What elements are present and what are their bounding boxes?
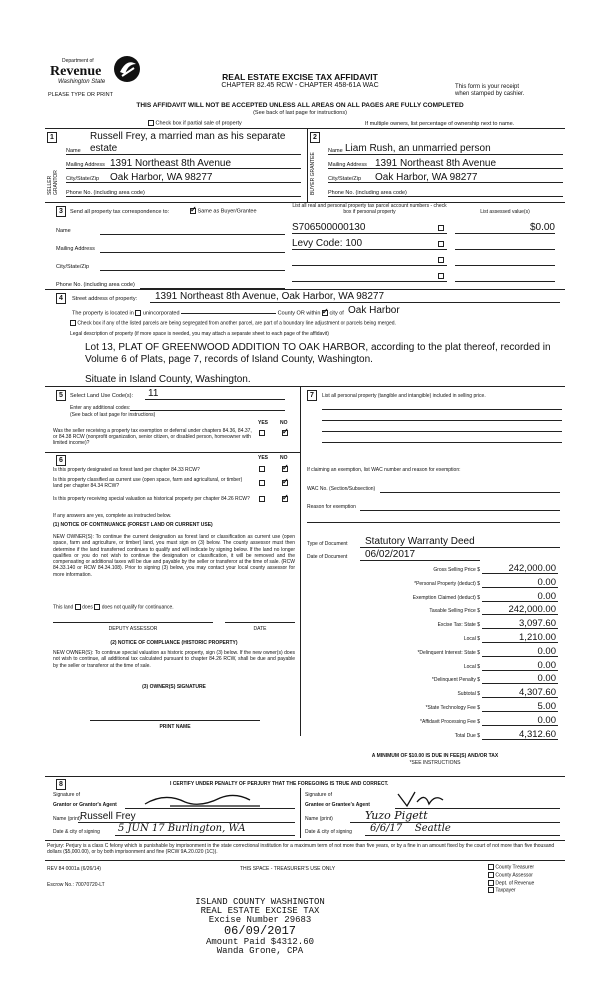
seller-name-line2: estate: [90, 143, 118, 154]
does-checkbox[interactable]: [75, 604, 81, 610]
section-8-number: 8: [56, 779, 66, 790]
seller-address-label: Mailing Address: [66, 162, 105, 168]
tax-row-value[interactable]: 3,097.60: [519, 618, 556, 630]
seller-city-label: City/State/Zip: [66, 176, 100, 182]
seller-name-label: Name: [66, 148, 81, 154]
unincorporated-checkbox[interactable]: [135, 310, 141, 316]
does-not-label: does not qualify for continuance.: [101, 604, 174, 611]
buyer-print-name[interactable]: Yuzo Pigett: [365, 809, 428, 822]
tax-row-value[interactable]: 0.00: [537, 673, 556, 685]
wac-label: WAC No. (Section/Subsection): [307, 486, 376, 492]
parcel-3-checkbox[interactable]: [438, 257, 444, 264]
stamp-county: ISLAND COUNTY WASHINGTON: [195, 897, 325, 907]
city-of-label: city of: [329, 310, 344, 317]
s6-question-1: Is this property designated as forest land per chapter 84.33 RCW?: [53, 467, 200, 473]
does-not-checkbox[interactable]: [94, 604, 100, 610]
s6-question-2: Is this property classified as current use (open space, farm and agricultural, or timber) land per chapter 84.34 RCW?: [53, 477, 243, 489]
seller-side-label: SELLER GRANTOR: [47, 170, 59, 195]
tax-row-value[interactable]: 4,307.60: [519, 687, 556, 699]
dept-name: Revenue: [50, 64, 102, 79]
buyer-name-label: Name: [328, 148, 343, 154]
copy-label: County Assessor: [495, 872, 533, 879]
tax-row-label: Local $: [463, 663, 480, 670]
seller-date-city-label: Date & city of signing: [53, 829, 100, 835]
tax-row-label: Taxable Selling Price $: [429, 608, 480, 615]
tax-row-label: *State Technology Fee $: [425, 705, 480, 711]
qualify-line: [53, 604, 174, 610]
tax-row-value[interactable]: 1,210.00: [519, 632, 556, 643]
tax-row-value[interactable]: 0.00: [537, 590, 556, 602]
s6-q3-no[interactable]: [282, 496, 288, 503]
reason-label: Reason for exemption: [307, 504, 356, 510]
corr-phone-label: Phone No. (including area code): [56, 282, 135, 288]
s6-yes-header: YES: [258, 455, 269, 461]
partial-sale-checkbox[interactable]: [148, 120, 154, 126]
property-city[interactable]: Oak Harbor: [348, 305, 400, 316]
exemption-label: If claiming an exemption, list WAC number and reason for exemption:: [307, 467, 461, 473]
s6-question-3: Is this property receiving special valuation as historical property per chapter 84.26 RCW?: [53, 496, 250, 502]
partial-sale-check[interactable]: [148, 120, 242, 126]
perjury-notice: Perjury: Perjury is a class C felony which is punishable by imprisonment in the state correctional institution for a maximum term of not more than five years, or by a fine in an amount fixed by the court of not more than five thousand dollars ($5,000.00), or by both imprisonment and fine (RCW 9A.20.020 (1C)).: [47, 843, 555, 856]
corr-name-label: Name: [56, 228, 71, 234]
dor-logo: [48, 54, 148, 94]
tax-row-value[interactable]: 4,312.60: [519, 728, 556, 740]
corr-city-label: City/State/Zip: [56, 264, 90, 270]
s6-q3-yes[interactable]: [259, 496, 265, 503]
buyer-sig-label: Signature of: [305, 792, 332, 798]
tax-row-label: Total Due $: [454, 732, 480, 739]
buyer-name[interactable]: Liam Rush, an unmarried person: [345, 143, 491, 154]
s6-if-yes: If any answers are yes, complete as instructed below.: [53, 513, 172, 519]
stamp-excise-number: Excise Number 29683: [208, 915, 312, 925]
buyer-city[interactable]: Oak Harbor, WA 98277: [375, 172, 478, 183]
assessed-header: List assessed value(s): [480, 209, 530, 215]
s6-q2-yes[interactable]: [259, 480, 265, 487]
see-instructions-note: *SEE INSTRUCTIONS: [409, 760, 461, 766]
assessed-value-1[interactable]: $0.00: [529, 222, 555, 233]
parcel-number-1[interactable]: S706500000130: [292, 222, 366, 233]
legal-label: Legal description of property (if more space is needed, you may attach a separate sheet to each page of the affidavit): [70, 331, 329, 337]
see-back-note: (See back of last page for instructions): [253, 110, 347, 116]
s5-yes-header: YES: [258, 420, 269, 426]
seller-name-print-label: Name (print): [53, 816, 81, 822]
county-or-within-label: County OR within: [277, 310, 321, 317]
stamp-amount: Amount Paid $4312.60: [205, 937, 315, 947]
legal-description-3: Situate in Island County, Washington.: [85, 374, 251, 385]
stamp-treasurer: Wanda Grone, CPA: [216, 946, 304, 956]
tax-row-value[interactable]: 242,000.00: [508, 563, 556, 574]
tax-row-value[interactable]: 0.00: [537, 645, 556, 657]
seller-city[interactable]: Oak Harbor, WA 98277: [110, 172, 213, 183]
seller-name-line1: Russell Frey, a married man as his separate: [90, 131, 286, 142]
notice-continuance-text: NEW OWNER(S): To continue the current designation as forest land or classification as current use (open space, farm and agriculture, or timber) land, you must sign on (3) below. The county assessor must then determine if the land transferred continues to qualify and will indicate by signing below. If the land no longer qualifies or you do not wish to continue the designation or classification, it will be removed and the compensating or additional taxes will be due and payable by the seller or transferor at the time of sale. (RCW 84.33.140 or RCW 84.34.108). Prior to signing (3) below, you may contact your local county assessor for more information.: [53, 534, 295, 578]
minimum-fee-note: A MINIMUM OF $10.00 IS DUE IN FEE(S) AND/OR TAX: [371, 753, 499, 759]
doc-date-label: Date of Document: [307, 554, 348, 560]
section-3-number: 3: [56, 206, 66, 217]
tax-row-value[interactable]: 5.00: [537, 701, 556, 712]
doc-type-label: Type of Document: [307, 541, 348, 547]
section-6-number: 6: [56, 455, 66, 466]
grantee-agent-label: Grantee or Grantee's Agent: [305, 802, 370, 808]
s5-no-header: NO: [280, 420, 288, 426]
parcel-4-checkbox[interactable]: [438, 273, 444, 280]
land-use-label: Select Land Use Code(s):: [70, 393, 133, 399]
tax-row-label: *Affidavit Processing Fee $: [420, 718, 480, 725]
copy-option[interactable]: [488, 864, 534, 870]
escrow-number: Escrow No.: 70070720-LT: [47, 882, 105, 888]
buyer-address[interactable]: 1391 Northeast 8th Avenue: [375, 158, 497, 169]
owner-signature-title: (3) OWNER(S) SIGNATURE: [142, 684, 206, 690]
parcel-2-checkbox[interactable]: [438, 241, 444, 248]
land-use-code[interactable]: 11: [148, 388, 159, 399]
multiple-owners-note: If multiple owners, list percentage of ownership next to name.: [365, 121, 515, 127]
send-correspondence-label: Send all property tax correspondence to:: [70, 209, 170, 215]
section-7-number: 7: [307, 390, 317, 401]
s5-q1-no[interactable]: [282, 430, 288, 437]
property-street[interactable]: 1391 Northeast 8th Avenue, Oak Harbor, WA 98277: [155, 291, 385, 302]
unincorporated-label: unincorporated: [142, 310, 180, 317]
s6-q1-no[interactable]: [282, 466, 288, 473]
copy-checkbox[interactable]: [488, 872, 494, 878]
receipt-note-2: when stamped by cashier.: [455, 91, 525, 97]
located-in-line: [72, 310, 344, 316]
logo-mark-icon: [112, 54, 142, 84]
tax-row-label: Gross Selling Price $: [433, 567, 480, 573]
segregated-line: [70, 320, 396, 326]
buyer-city-label: City/State/Zip: [328, 176, 362, 182]
copy-label: County Treasurer: [495, 864, 535, 871]
buyer-address-label: Mailing Address: [328, 162, 367, 168]
partial-sale-label: Check box if partial sale of property: [155, 120, 242, 127]
copy-checkbox[interactable]: [488, 880, 494, 886]
s6-q2-no[interactable]: [282, 480, 288, 487]
seller-sig-label: Signature of: [53, 792, 80, 798]
dept-small: Department of: [62, 58, 94, 64]
parcel-1-checkbox[interactable]: [438, 225, 444, 232]
copy-option[interactable]: [488, 872, 534, 878]
segregated-label: Check box if any of the listed parcels are being segregated from another parcel, are part of a boundary line adjustment or parcels being merged.: [77, 320, 396, 327]
s5-question-1: Was the seller receiving a property tax exemption or deferral under chapters 84.36, 84.37, or 84.38 RCW (nonprofit organization, senior citizen, or disabled person, homeowner with limited income)?: [53, 428, 252, 446]
seller-phone-label: Phone No. (including area code): [66, 190, 145, 196]
personal-property-label: List all personal property (tangible and intangible) included in selling price.: [322, 393, 486, 399]
copy-label: Taxpayer: [495, 887, 516, 894]
print-name-label: PRINT NAME: [159, 724, 191, 730]
tax-row-label: Subtotal $: [457, 691, 480, 698]
street-label: Street address of property:: [72, 296, 138, 302]
tax-row-label: *Delinquent Interest: State $: [417, 649, 480, 656]
additional-codes-note: (See back of last page for instructions): [70, 412, 156, 418]
same-as-buyer-label: Same as Buyer/Grantee: [197, 208, 257, 215]
form-title: REAL ESTATE EXCISE TAX AFFIDAVIT: [222, 72, 378, 82]
section-2-number: 2: [310, 132, 320, 143]
corr-address-label: Mailing Address: [56, 246, 95, 252]
copy-option[interactable]: [488, 880, 534, 886]
same-as-buyer-checkbox[interactable]: [190, 208, 196, 214]
tax-row-label: Excise Tax: State $: [437, 622, 480, 629]
s5-q1-yes[interactable]: [259, 430, 265, 437]
tax-row-value[interactable]: 242,000.00: [508, 604, 556, 616]
tax-row-label: *Personal Property (deduct) $: [414, 580, 480, 587]
buyer-date-city-label: Date & city of signing: [305, 829, 352, 835]
buyer-signature: [395, 788, 455, 810]
seller-date-city[interactable]: 5 JUN 17 Burlington, WA: [118, 823, 246, 834]
stamp-excise: REAL ESTATE EXCISE TAX: [200, 906, 320, 916]
tax-row-value[interactable]: 0.00: [537, 714, 556, 726]
form-subtitle: CHAPTER 82.45 RCW - CHAPTER 458-61A WAC: [221, 82, 379, 89]
city-of-checkbox[interactable]: [322, 310, 328, 316]
tax-row-label: *Delinquent Penalty $: [431, 677, 480, 684]
type-or-print: PLEASE TYPE OR PRINT: [48, 92, 114, 98]
does-label: does: [82, 604, 93, 611]
notice-compliance-text: NEW OWNER(S): To continue special valuation as historic property, sign (3) below. If the new owner(s) does not wish to continue, all additional tax calculated pursuant to chapter 84.26 RCW, shall be due and payable by the seller or transferor at the time of sale.: [53, 650, 295, 669]
section-4-number: 4: [56, 293, 66, 304]
buyer-phone-label: Phone No. (including area code): [328, 190, 407, 196]
stamp-date: 06/09/2017: [223, 924, 296, 938]
notice-compliance-title: (2) NOTICE OF COMPLIANCE (HISTORIC PROPERTY): [110, 640, 238, 646]
this-land-label: This land: [53, 604, 74, 611]
legal-description-1: Lot 13, PLAT OF GREENWOOD ADDITION TO OAK HARBOR, according to the plat thereof, recorded in: [85, 342, 551, 353]
section-5-number: 5: [56, 390, 66, 401]
tax-row-value[interactable]: 0.00: [537, 576, 556, 588]
grantor-agent-label: Grantor or Grantor's Agent: [53, 802, 117, 808]
copy-distribution: [488, 864, 534, 895]
segregated-checkbox[interactable]: [70, 320, 76, 326]
treasurer-only: THIS SPACE - TREASURER'S USE ONLY: [240, 866, 336, 872]
certify-statement: I CERTIFY UNDER PENALTY OF PERJURY THAT THE FOREGOING IS TRUE AND CORRECT.: [170, 781, 389, 787]
receipt-note-1: This form is your receipt: [455, 84, 520, 90]
seller-address[interactable]: 1391 Northeast 8th Avenue: [110, 158, 232, 169]
tax-row-value[interactable]: 0.00: [537, 659, 556, 671]
form-revision: REV 84 0001a (6/26/14): [47, 866, 101, 872]
copy-option[interactable]: [488, 887, 534, 893]
parcel-header: List all real and personal property tax parcel account numbers - check box if personal property: [292, 203, 447, 215]
copy-checkbox[interactable]: [488, 887, 494, 893]
parcel-number-2[interactable]: Levy Code: 100: [292, 238, 363, 249]
located-label: The property is located in: [72, 310, 134, 317]
additional-codes-label: Enter any additional codes:: [70, 405, 131, 411]
s6-no-header: NO: [280, 455, 288, 461]
tax-row-label: Local $: [463, 636, 480, 642]
buyer-name-print-label: Name (print): [305, 816, 333, 822]
same-as-buyer[interactable]: [190, 208, 257, 214]
dept-state: Washington State: [58, 79, 106, 85]
buyer-date-city[interactable]: 6/6/17 Seattle: [370, 823, 451, 834]
doc-date[interactable]: 06/02/2017: [365, 549, 416, 560]
deputy-date-label: DATE: [253, 626, 267, 632]
copy-checkbox[interactable]: [488, 864, 494, 870]
legal-description-2: Volume 6 of Plats, page 7, records of Island County, Washington.: [85, 354, 373, 365]
deputy-assessor-label: DEPUTY ASSESSOR: [108, 626, 158, 632]
s6-q1-yes[interactable]: [259, 466, 265, 473]
notice-continuance-title: (1) NOTICE OF CONTINUANCE (FOREST LAND OR CURRENT USE): [53, 522, 213, 528]
warning-banner: THIS AFFIDAVIT WILL NOT BE ACCEPTED UNLESS ALL AREAS ON ALL PAGES ARE FULLY COMPLETED: [136, 102, 464, 109]
doc-type[interactable]: Statutory Warranty Deed: [365, 536, 475, 547]
tax-row-label: Exemption Claimed (deduct) $: [412, 594, 480, 601]
copy-label: Dept. of Revenue: [495, 879, 535, 886]
section-1-number: 1: [47, 132, 57, 143]
seller-print-name[interactable]: Russell Frey: [80, 811, 136, 822]
buyer-side-label: BUYER GRANTEE: [310, 152, 316, 195]
